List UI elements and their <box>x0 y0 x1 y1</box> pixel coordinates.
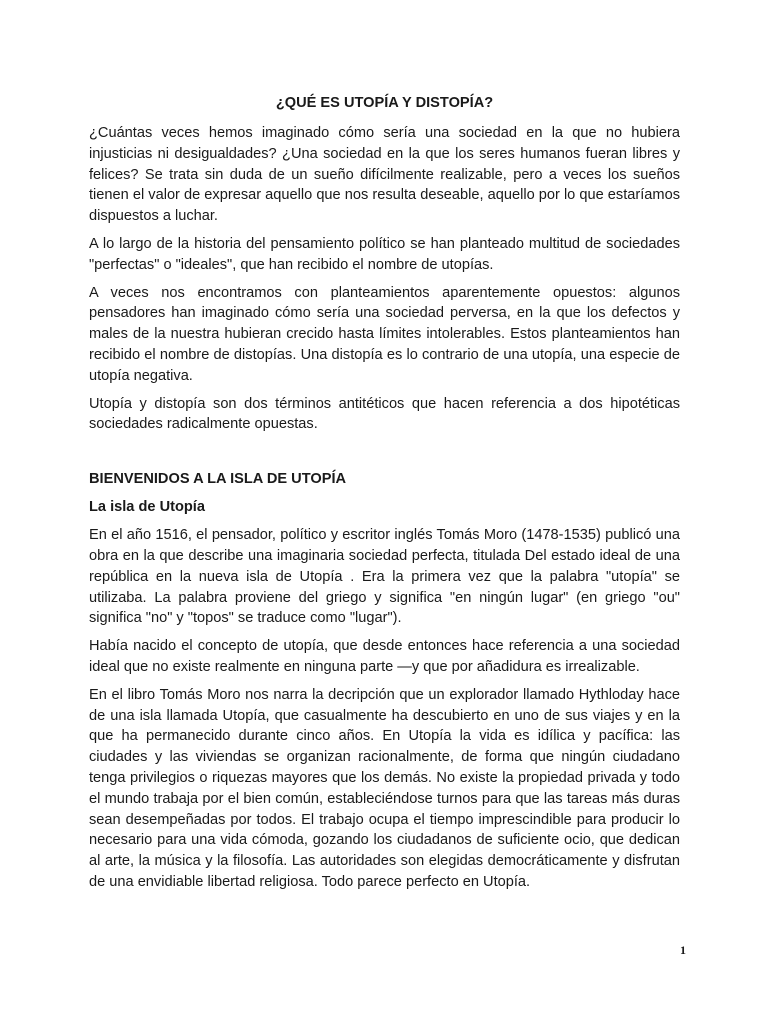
section-paragraph-1: En el año 1516, el pensador, político y escritor inglés Tomás Moro (1478-1535) publicó una obra en la que describe una imaginaria sociedad perfecta, titulada Del estado ideal de una república en la nueva isla de Utopía . Era la primera vez que la palabra "utopía" se utilizaba. La palabra proviene del griego y significa "en ningún lugar" (en griego "ou" significa "no" y "topos" se traduce como "lugar"). <box>89 527 680 627</box>
document-title: ¿QUÉ ES UTOPÍA Y DISTOPÍA? <box>275 95 494 111</box>
intro-paragraph-3: A veces nos encontramos con planteamientos aparentemente opuestos: algunos pensadores han imaginado cómo sería una sociedad perversa, en la que los defectos y males de la nuestra hubieran crecido hasta límites intolerables. Estos planteamientos han recibido el nombre de distopías. Una distopía es lo contrario de una utopía, una especie de utopía negativa. <box>89 284 680 384</box>
page-content <box>89 93 680 900</box>
page-number: 1 <box>680 943 686 957</box>
section-paragraph-2: Había nacido el concepto de utopía, que desde entonces hace referencia a una sociedad ideal que no existe realmente en ninguna parte —y que por añadidura es irrealizable. <box>89 638 680 675</box>
section-paragraph-3: En el libro Tomás Moro nos narra la decripción que un explorador llamado Hythloday hace de una isla llamada Utopía, que casualmente ha descubierto en uno de sus viajes y en la que ha permanecido durante cinco años. En Utopía la vida es idílica y pacífica: las ciudades y las viviendas se organizan racionalmente, de forma que ningún ciudadano tenga privilegios o riquezas mayores que los demás. No existe la propiedad privada y todo el mundo trabaja por el bien común, estableciéndose turnos para que las tareas más duras sean desempeñadas por todos. El trabajo ocupa el tiempo imprescindible para producir lo necesario para una vida cómoda, gozando los ciudadanos de suficiente ocio, que dedican al arte, la música y la filosofía. Las autoridades son elegidas democráticamente y disfrutan de una envidiable libertad religiosa. Todo parece perfecto en Utopía. <box>89 686 680 890</box>
subheading: La isla de Utopía <box>89 499 205 516</box>
intro-paragraph-1: ¿Cuántas veces hemos imaginado cómo sería una sociedad en la que no hubiera injusticias ni desigualdades? ¿Una sociedad en la que los seres humanos fueran libres y felices? Se trata sin duda de un sueño difícilmente realizable, pero a veces los sueños tienen el valor de expresar aquello que nos resulta deseable, aquello por lo que estaríamos dispuestos a luchar. <box>89 125 680 225</box>
section-heading: BIENVENIDOS A LA ISLA DE UTOPÍA <box>89 471 347 488</box>
intro-paragraph-4: Utopía y distopía son dos términos antitéticos que hacen referencia a dos hipotéticas sociedades radicalmente opuestas. <box>89 395 680 433</box>
intro-paragraph-2: A lo largo de la historia del pensamiento político se han planteado multitud de sociedades "perfectas" o "ideales", que han recibido el nombre de utopías. <box>89 235 680 273</box>
